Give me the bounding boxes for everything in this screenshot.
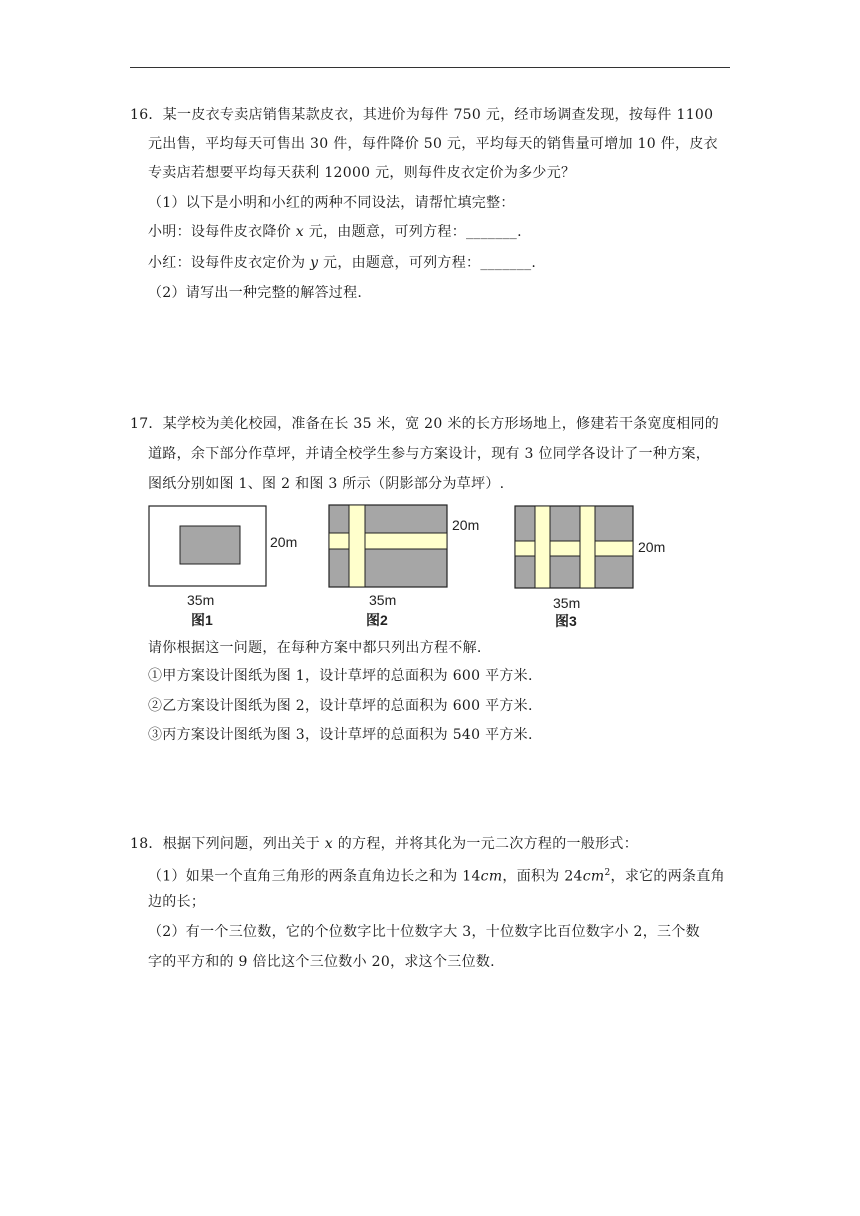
figure-1-diagram [148,505,268,587]
figure-3-diagram [514,505,635,589]
q18-line-1: 18．根据下列问题，列出关于 x 的方程，并将其化为一元二次方程的一般形式： [130,836,639,852]
figure-2-horizontal-road [329,533,447,549]
figure-1-lawn [180,526,240,564]
q16-part-2: （2）请写出一种完整的解答过程. [148,285,363,301]
q17-item-3: ③丙方案设计图纸为图 3，设计草坪的总面积为 540 平方米. [148,727,533,743]
figure-3-horizontal-road [515,541,633,556]
q18-part-2-line-2: 字的平方和的 9 倍比这个三位数小 20，求这个三位数. [148,954,495,970]
q17-line-3: 图纸分别如图 1、图 2 和图 3 所示（阴影部分为草坪）. [148,476,505,492]
q16-xiaohong: 小红：设每件皮衣定价为 y 元，由题意，可列方程：_______. [148,255,537,271]
figure-2-caption: 图2 [366,612,388,628]
q16-xiaoming: 小明：设每件皮衣降价 x 元，由题意，可列方程：_______. [148,224,522,240]
q16-line-3: 专卖店若想要平均每天获利 12000 元，则每件皮衣定价为多少元？ [148,165,576,181]
header-rule [130,67,730,68]
figure-1-width-label: 35m [187,592,215,608]
figure-3-width-label: 35m [553,595,581,611]
q18-part-1-line-2: 边的长； [148,894,206,910]
q17-item-1: ①甲方案设计图纸为图 1，设计草坪的总面积为 600 平方米. [148,668,533,684]
q18-part-2: （2）有一个三位数，它的个位数字比十位数字大 3，十位数字比百位数字小 2，三个数 [148,924,700,940]
figure-2-diagram [328,504,449,588]
figure-2-width-label: 35m [369,592,397,608]
figure-1-height-label: 20m [270,534,298,550]
figure-1-caption: 图1 [191,612,213,628]
q17-item-2: ②乙方案设计图纸为图 2，设计草坪的总面积为 600 平方米. [148,698,533,714]
figure-2-height-label: 20m [452,517,480,533]
q16-line-2: 元出售，平均每天可售出 30 件，每件降价 50 元，平均每天的销售量可增加 10 件，皮衣 [148,136,718,152]
q17-instruction: 请你根据这一问题，在每种方案中都只列出方程不解. [148,640,482,656]
figure-3-caption: 图3 [555,613,577,629]
q18-part-1: （1）如果一个直角三角形的两条直角边长之和为 14cm，面积为 $24cm^2$，求它的两条直角 [148,868,725,885]
q17-line-2: 道路，余下部分作草坪，并请全校学生参与方案设计，现有 3 位同学各设计了一种方案， [148,446,711,462]
q16-line-1: 16．某一皮衣专卖店销售某款皮衣，其进价为每件 750 元，经市场调查发现，按每件 1100 [130,107,714,123]
figure-3-height-label: 20m [638,539,666,555]
q16-part-1: （1）以下是小明和小红的两种不同设法，请帮忙填完整： [148,195,515,211]
q17-line-1: 17．某学校为美化校园，准备在长 35 米，宽 20 米的长方形场地上，修建若干条宽度相同的 [130,416,720,432]
